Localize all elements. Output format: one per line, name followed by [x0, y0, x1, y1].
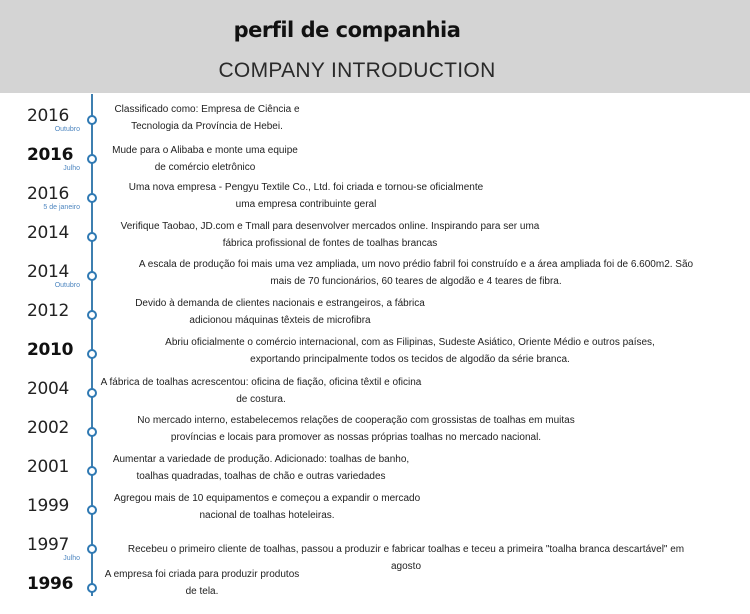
- timeline-description: Agregou mais de 10 equipamentos e começou a expandir o mercado nacional de toalhas hoteleiras.: [113, 493, 421, 521]
- timeline-description: Aumentar a variedade de produção. Adicionado: toalhas de banho, toalhas quadradas, toalhas de chão e outras variedades: [112, 454, 410, 482]
- timeline-date-note: Outubro: [54, 282, 80, 289]
- timeline-dot-icon: [87, 154, 97, 164]
- timeline-description: Uma nova empresa - Pengyu Textile Co., Ltd. foi criada e tornou-se oficialmente uma empresa contribuinte geral: [128, 182, 484, 210]
- timeline-dot-icon: [87, 193, 97, 203]
- timeline-description: Recebeu o primeiro cliente de toalhas, passou a produzir e fabricar toalhas e teceu a primeira "toalha branca descartável" em agosto: [127, 544, 685, 572]
- timeline-year: 2014: [27, 223, 70, 243]
- timeline-dot-icon: [87, 466, 97, 476]
- timeline-description: A escala de produção foi mais uma vez ampliada, um novo prédio fabril foi construído e a área ampliada foi de 6.600m2. São mais de 70 funcionários, 60 teares de algodão e 4 teares de fibra.: [138, 259, 694, 287]
- timeline-year: 2001: [27, 457, 70, 477]
- timeline-year: 2016: [27, 184, 70, 204]
- timeline-dot-icon: [87, 583, 97, 593]
- timeline-description: Devido à demanda de clientes nacionais e estrangeiros, a fábrica adicionou máquinas têxteis de microfibra: [135, 298, 425, 326]
- timeline-entry: [0, 493, 750, 536]
- timeline-year: 2002: [27, 418, 70, 438]
- timeline-year: 2010: [27, 340, 74, 360]
- timeline-date-note: 5 de janeiro: [43, 204, 80, 211]
- timeline-year: 2016: [27, 106, 70, 126]
- timeline-description: A fábrica de toalhas acrescentou: oficina de fiação, oficina têxtil e oficina de costura.: [100, 377, 422, 405]
- page-subtitle: COMPANY INTRODUCTION: [218, 59, 496, 82]
- timeline-dot-icon: [87, 271, 97, 281]
- timeline-dot-icon: [87, 232, 97, 242]
- timeline-year: 2014: [27, 262, 70, 282]
- timeline-date-note: Julho: [63, 555, 80, 562]
- timeline-description: Mude para o Alibaba e monte uma equipe de comércio eletrônico: [112, 145, 298, 173]
- timeline-dot-icon: [87, 310, 97, 320]
- timeline-description: Abriu oficialmente o comércio internacional, com as Filipinas, Sudeste Asiático, Oriente Médio e outros países, exportando principalmente todos os tecidos de algodão da série branca.: [165, 337, 655, 365]
- timeline-description: Verifique Taobao, JD.com e Tmall para desenvolver mercados online. Inspirando para ser uma fábrica profissional de fontes de toalhas brancas: [120, 221, 540, 249]
- timeline-date-note: Julho: [63, 165, 80, 172]
- timeline-year: 1996: [27, 574, 74, 594]
- timeline-dot-icon: [87, 115, 97, 125]
- timeline-description: Classificado como: Empresa de Ciência e Tecnologia da Província de Hebei.: [114, 104, 300, 132]
- header-banner: [0, 0, 750, 93]
- timeline-year: 2012: [27, 301, 70, 321]
- timeline-year: 1997: [27, 535, 70, 555]
- timeline-dot-icon: [87, 544, 97, 554]
- timeline-dot-icon: [87, 505, 97, 515]
- timeline-year: 2004: [27, 379, 70, 399]
- timeline-description: No mercado interno, estabelecemos relações de cooperação com grossistas de toalhas em muitas províncias e locais para promover as nossas próprias toalhas no mercado nacional.: [137, 415, 575, 443]
- timeline-year: 2016: [27, 145, 74, 165]
- timeline-date-note: Outubro: [54, 126, 80, 133]
- timeline-entry: [0, 569, 750, 614]
- timeline-entry: [0, 106, 750, 146]
- timeline-year: 1999: [27, 496, 70, 516]
- timeline-description: A empresa foi criada para produzir produtos de tela.: [104, 569, 300, 597]
- timeline-dot-icon: [87, 427, 97, 437]
- page-title: perfil de companhia: [233, 18, 461, 42]
- timeline-dot-icon: [87, 349, 97, 359]
- timeline-dot-icon: [87, 388, 97, 398]
